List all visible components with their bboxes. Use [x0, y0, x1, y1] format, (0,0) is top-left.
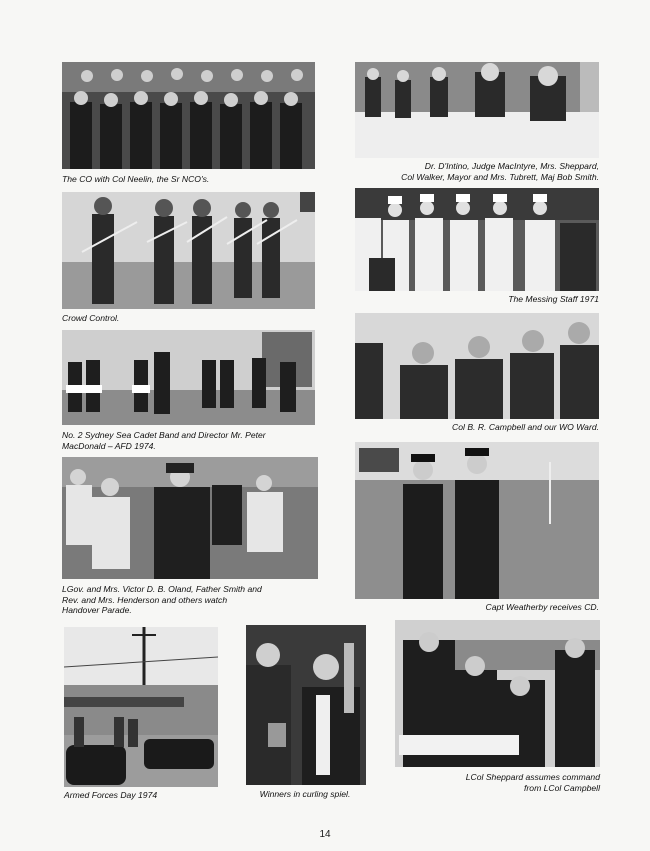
caption-messing-staff: The Messing Staff 1971	[508, 294, 599, 304]
photo-co-nco	[62, 62, 315, 169]
caption-curling: Winners in curling spiel.	[259, 789, 351, 799]
photo-weatherby	[355, 442, 599, 599]
photo-curling	[246, 625, 366, 785]
caption-band: No. 2 Sydney Sea Cadet Band and Director Mr. Peter MacDonald – AFD 1974.	[62, 430, 266, 451]
photo-sheppard	[395, 620, 600, 767]
photo-campbell	[355, 313, 599, 419]
photo-messing-staff	[355, 188, 599, 291]
caption-lgov: LGov. and Mrs. Victor D. B. Oland, Father Smith and Rev. and Mrs. Henderson and others watch Handover Parade.	[62, 584, 262, 615]
photo-band	[62, 330, 315, 425]
caption-armed-forces-day: Armed Forces Day 1974	[64, 790, 158, 800]
photo-crowd-control	[62, 192, 315, 309]
caption-campbell: Col B. R. Campbell and our WO Ward.	[452, 422, 599, 432]
caption-dinner: Dr. D'Intino, Judge MacIntyre, Mrs. Sheppard, Col Walker, Mayor and Mrs. Tubrett, Maj Bob Smith.	[401, 161, 599, 182]
photo-dinner	[355, 62, 599, 158]
page-number: 14	[319, 829, 331, 840]
photo-armed-forces-day	[64, 627, 218, 787]
caption-co-nco: The CO with Col Neelin, the Sr NCO's.	[62, 174, 210, 184]
caption-weatherby: Capt Weatherby receives CD.	[485, 602, 599, 612]
caption-sheppard: LCol Sheppard assumes command from LCol Campbell	[465, 772, 600, 793]
photo-lgov	[62, 457, 318, 579]
caption-crowd-control: Crowd Control.	[62, 313, 120, 323]
